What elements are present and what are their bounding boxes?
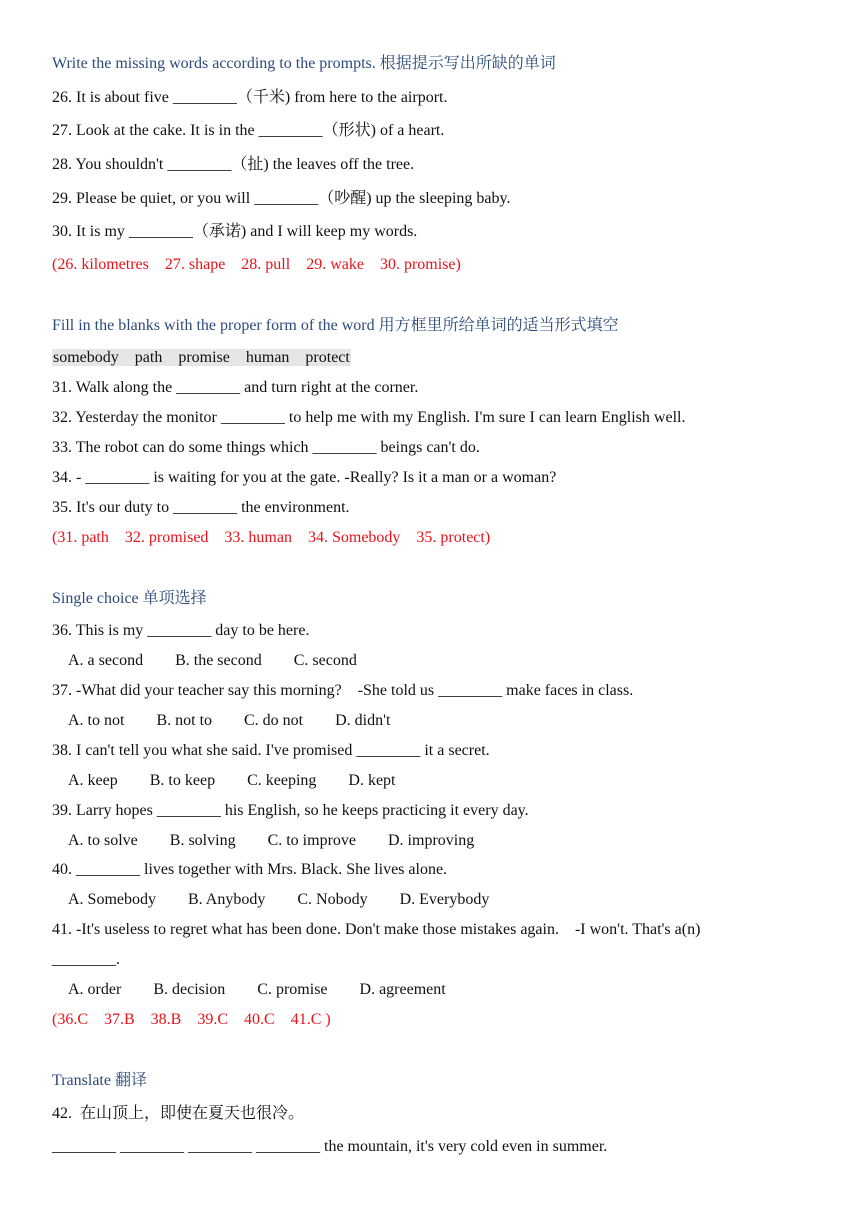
question-29: 29. Please be quiet, or you will ________（吵醒) up the sleeping baby.: [52, 190, 511, 207]
section-heading-single-choice: Single choice 单项选择: [52, 590, 207, 607]
question-37-options: A. to not B. not to C. do not D. didn't: [68, 712, 391, 729]
question-37: 37. -What did your teacher say this morning? -She told us ________ make faces in class.: [52, 682, 634, 699]
section-heading-fill-blanks: Fill in the blanks with the proper form of the word 用方框里所给单词的适当形式填空: [52, 317, 619, 334]
question-31: 31. Walk along the ________ and turn right at the corner.: [52, 379, 419, 396]
question-39: 39. Larry hopes ________ his English, so he keeps practicing it every day.: [52, 802, 529, 819]
question-33: 33. The robot can do some things which ________ beings can't do.: [52, 439, 480, 456]
question-38: 38. I can't tell you what she said. I've promised ________ it a secret.: [52, 742, 490, 759]
question-42-blank-line: ________ ________ ________ ________ the mountain, it's very cold even in summer.: [52, 1138, 608, 1155]
question-39-options: A. to solve B. solving C. to improve D. improving: [68, 832, 475, 849]
word-box-words: somebody path promise human protect: [53, 349, 350, 366]
question-36: 36. This is my ________ day to be here.: [52, 622, 310, 639]
answer-key-26-30: (26. kilometres 27. shape 28. pull 29. wake 30. promise): [52, 256, 461, 273]
question-27: 27. Look at the cake. It is in the ________（形状) of a heart.: [52, 122, 445, 139]
question-40-options: A. Somebody B. Anybody C. Nobody D. Everybody: [68, 891, 490, 908]
question-30: 30. It is my ________（承诺) and I will keep my words.: [52, 223, 418, 240]
section-heading-missing-words: Write the missing words according to the prompts. 根据提示写出所缺的单词: [52, 55, 556, 72]
question-41-options: A. order B. decision C. promise D. agreement: [68, 981, 446, 998]
question-41-blank: ________.: [52, 951, 120, 968]
answer-key-31-35: (31. path 32. promised 33. human 34. Somebody 35. protect): [52, 529, 491, 546]
question-32: 32. Yesterday the monitor ________ to help me with my English. I'm sure I can learn English well.: [52, 409, 686, 426]
question-28: 28. You shouldn't ________（扯) the leaves off the tree.: [52, 156, 415, 173]
word-box: [52, 348, 351, 368]
question-42: 42. 在山顶上，即使在夏天也很冷。: [52, 1105, 305, 1122]
question-34: 34. - ________ is waiting for you at the gate. -Really? Is it a man or a woman?: [52, 469, 557, 486]
question-38-options: A. keep B. to keep C. keeping D. kept: [68, 772, 396, 789]
question-36-options: A. a second B. the second C. second: [68, 652, 357, 669]
question-35: 35. It's our duty to ________ the environment.: [52, 499, 350, 516]
section-heading-translate: Translate 翻译: [52, 1072, 147, 1089]
answer-key-36-41: (36.C 37.B 38.B 39.C 40.C 41.C ): [52, 1011, 331, 1028]
question-26: 26. It is about five ________（千米) from here to the airport.: [52, 89, 448, 106]
question-41: 41. -It's useless to regret what has been done. Don't make those mistakes again. -I won't. That's a(n): [52, 921, 701, 938]
question-40: 40. ________ lives together with Mrs. Black. She lives alone.: [52, 861, 448, 878]
